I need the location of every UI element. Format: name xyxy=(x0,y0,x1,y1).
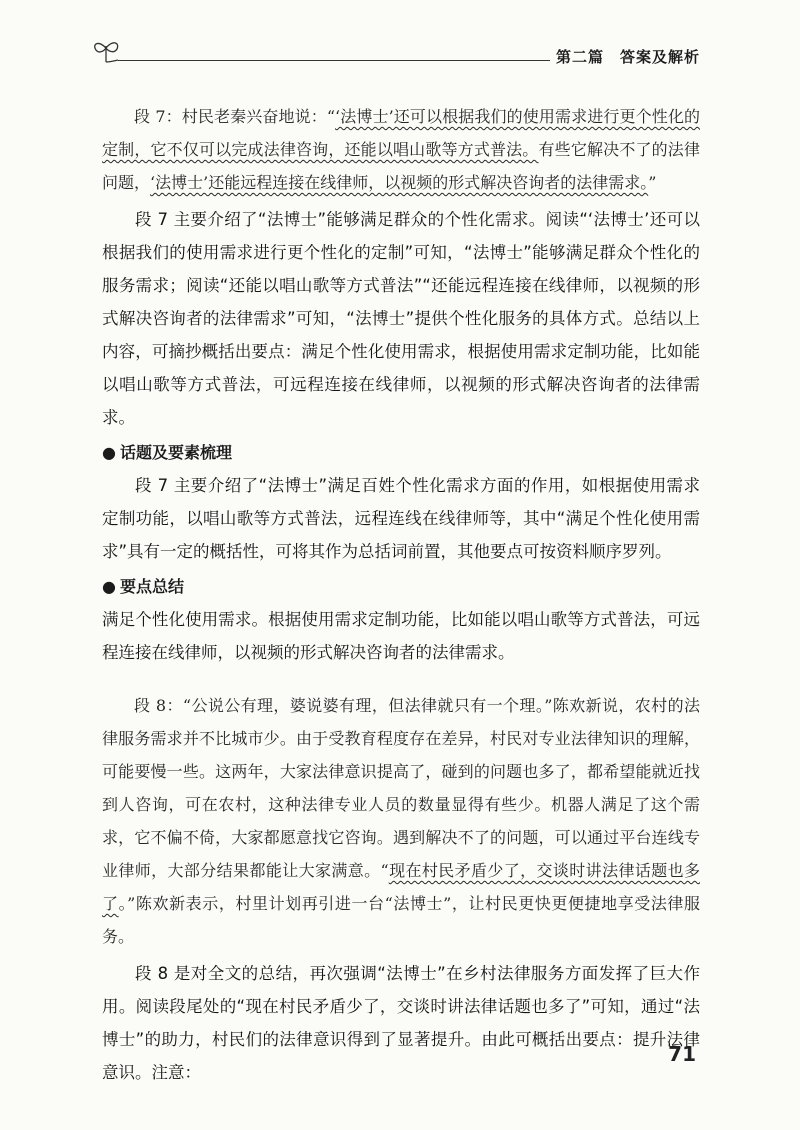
bullet-icon: ● xyxy=(102,443,116,462)
running-header xyxy=(92,38,700,70)
page-number: 71 xyxy=(668,1042,696,1066)
bullet-icon: ● xyxy=(102,577,116,596)
p8-underline-1: 现在村民矛盾少了，交谈时讲法律话题也多了 xyxy=(102,861,700,913)
paragraph-7-quote xyxy=(102,100,700,199)
p7-mid: 有些它解决不了的法律问题， xyxy=(102,140,700,192)
header-rule xyxy=(118,60,550,61)
summary-heading-text: 要点总结 xyxy=(120,577,185,596)
topic-body: 段 7 主要介绍了“法博士”满足百姓个性化需求方面的作用，如根据使用需求定制功能，以唱山歌等方式普法，远程连线在线律师等，其中“满足个性化使用需求”具有一定的概括性，可将其作为总括词前置，其他要点可按资料顺序罗列。 xyxy=(102,476,700,561)
p8-lead: 段 8：“公说公有理，婆说婆有理，但法律就只有一个理。”陈欢新说，农村的法律服务需求并不比城市少。由于受教育程度存在差异，村民对专业法律知识的理解，可能要慢一些。这两年，大家法律意识提高了，碰到的问题也多了，都希望能就近找到人咨询，可在农村，这种法律专业人员的数量显得有些少。机器人满足了这个需求，它不偏不倚，大家都愿意找它咨询。遇到解决不了的问题，可以通过平台连线专业律师，大部分结果都能让大家满意。“ xyxy=(102,696,700,880)
paragraph-8-quote xyxy=(102,689,700,953)
p7-tail: ” xyxy=(648,173,657,192)
p8-tail: 。”陈欢新表示，村里计划再引进一台“法博士”，让村民更快更便捷地享受法律服务。 xyxy=(102,894,700,946)
paragraph-7-analysis: 段 7 主要介绍了“法博士”能够满足群众的个性化需求。阅读“‘法博士’还可以根据我们的使用需求进行更个性化的定制”可知，“法博士”能够满足群众个性化的服务需求；阅读“还能以唱山歌等方式普法”“还能远程连接在线律师，以视频的形式解决咨询者的法律需求”可知，“法博士”提供个性化服务的具体方式。总结以上内容，可摘抄概括出要点：满足个性化使用需求，根据使用需求定制功能，比如能以唱山歌等方式普法，可远程连接在线律师，以视频的形式解决咨询者的法律需求。 xyxy=(102,210,700,427)
summary-heading xyxy=(102,570,700,603)
p7-underline-1: ‘法博士’还可以根据我们的使用需求进行更个性化的定制，它不仅可以完成法律咨询，还能以唱山歌等方式普法。 xyxy=(102,107,700,159)
page-content xyxy=(102,100,700,1089)
section-title: 第二篇 答案及解析 xyxy=(555,48,700,66)
topic-heading xyxy=(102,436,700,469)
topic-heading-text: 话题及要素梳理 xyxy=(120,443,233,462)
p7-underline-2: ‘法博士’还能远程连接在线律师，以视频的形式解决咨询者的法律需求。 xyxy=(150,173,649,192)
p7-lead: 段 7：村民老秦兴奋地说：“ xyxy=(134,107,336,126)
paragraph-8-analysis: 段 8 是对全文的总结，再次强调“法博士”在乡村法律服务方面发挥了巨大作用。阅读段尾处的“现在村民矛盾少了，交谈时讲法律话题也多了”可知，通过“法博士”的助力，村民们的法律意识得到了显著提升。由此可概括出要点：提升法律意识。注意： xyxy=(102,964,700,1082)
summary-body: 满足个性化使用需求。根据使用需求定制功能，比如能以唱山歌等方式普法，可远程连接在线律师，以视频的形式解决咨询者的法律需求。 xyxy=(102,610,700,662)
